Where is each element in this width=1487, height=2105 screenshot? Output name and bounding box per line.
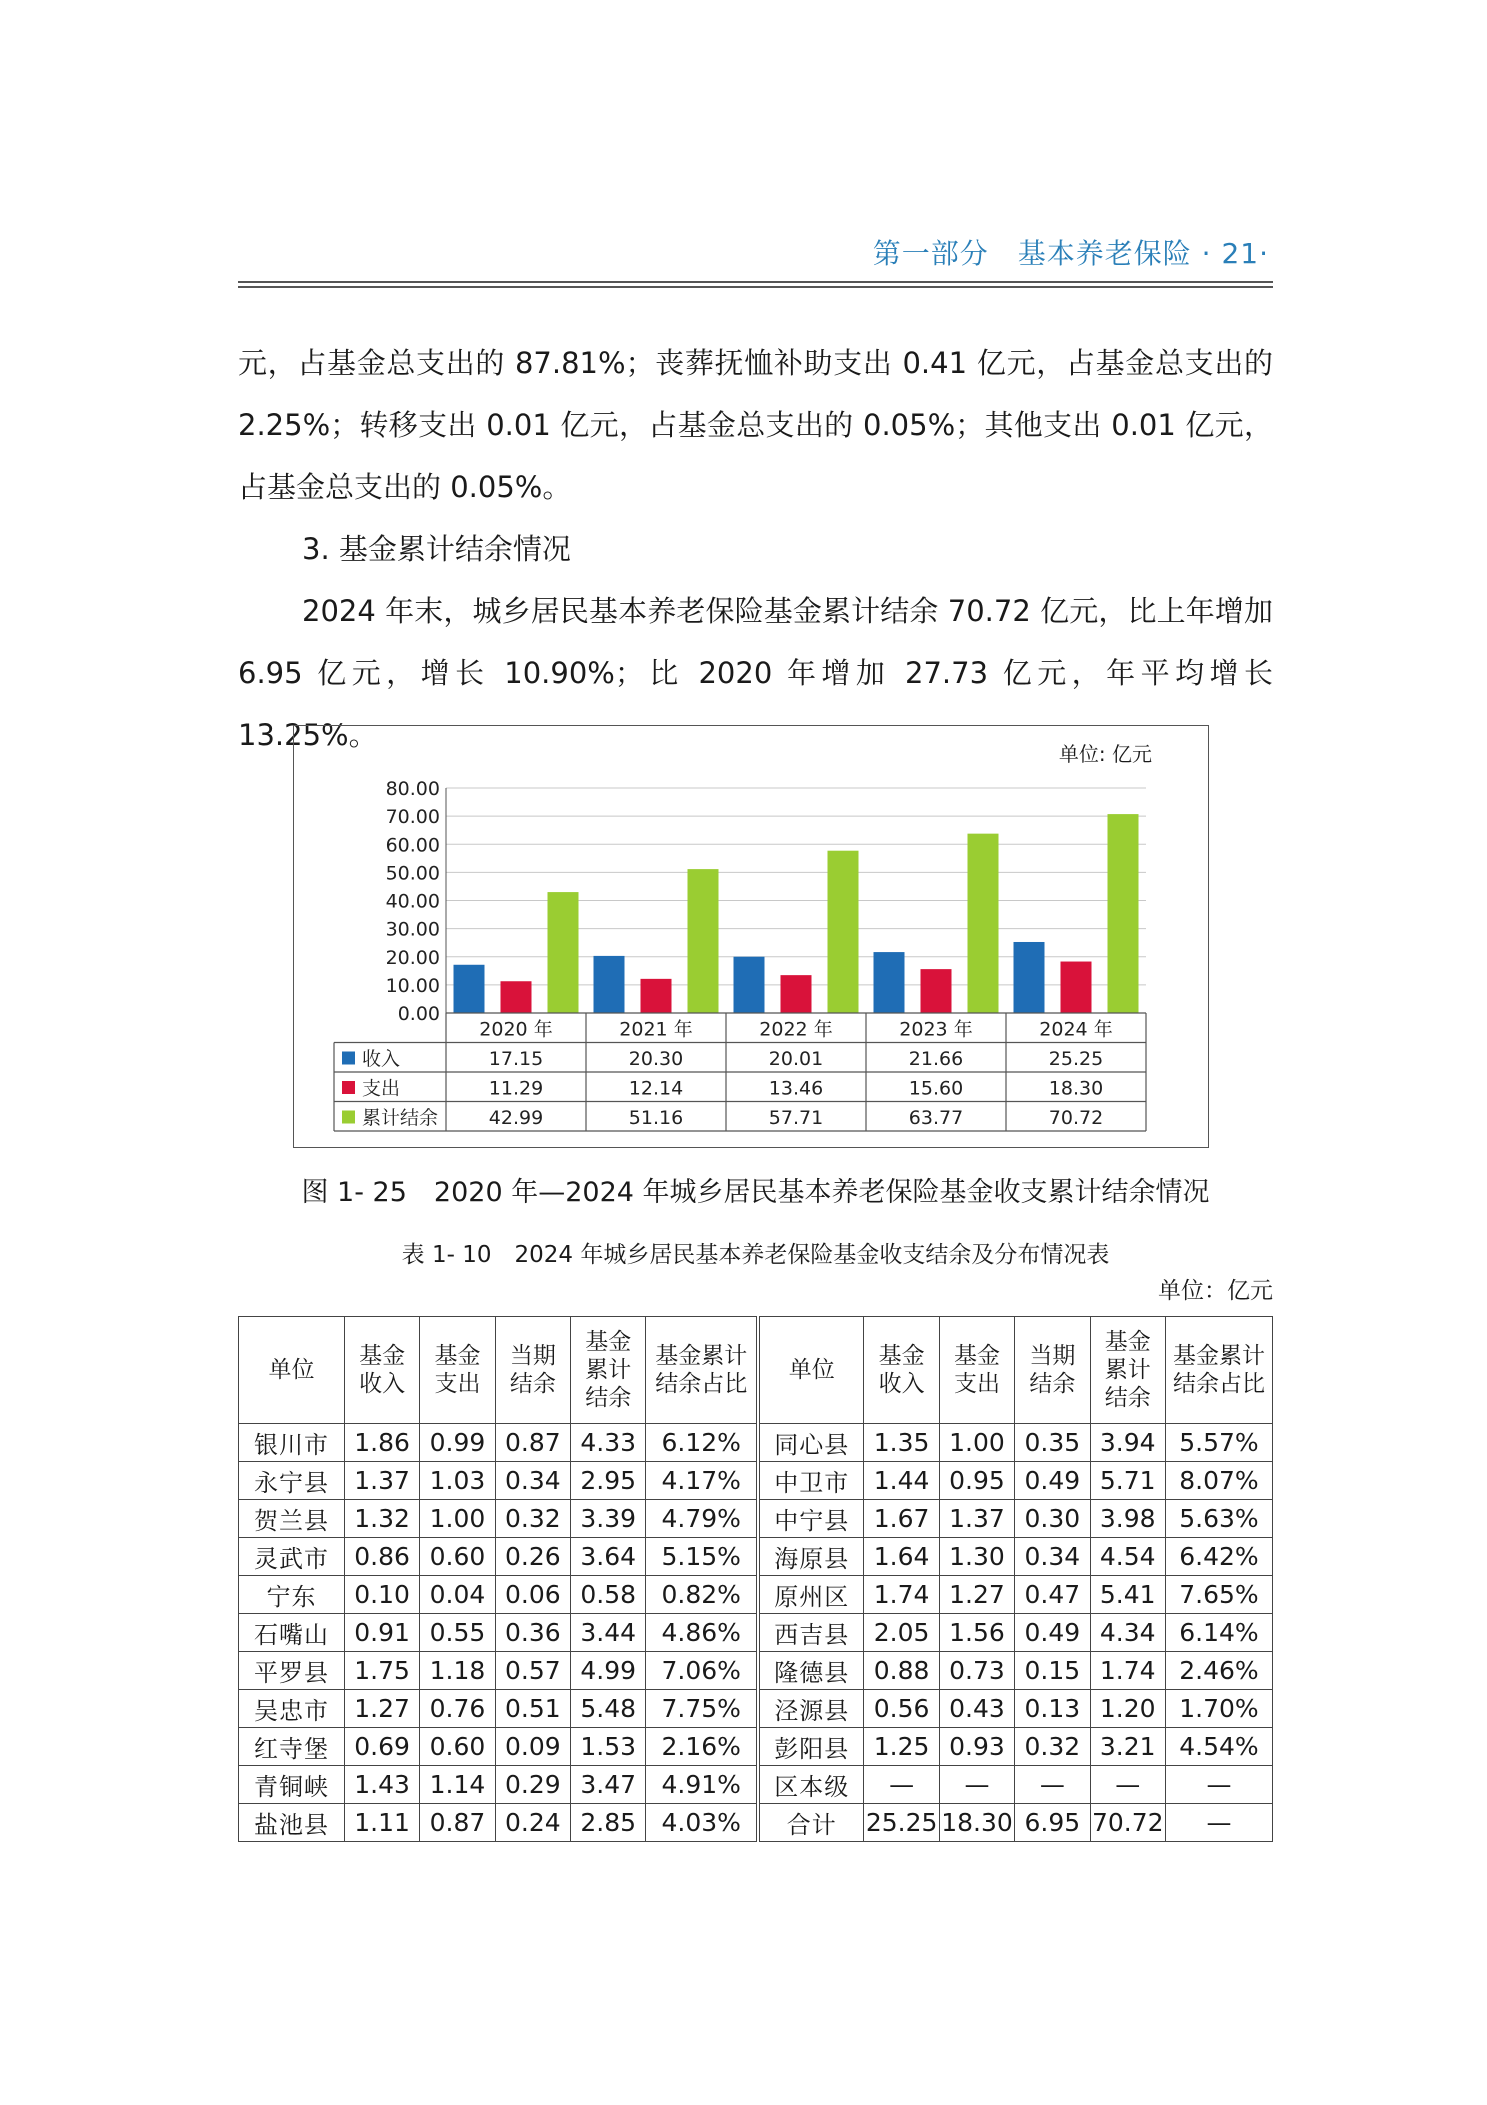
bar-支出 [641,979,672,1013]
value-cell: 3.39 [571,1500,646,1538]
value-cell: 0.34 [495,1462,570,1500]
column-header: 基金 支出 [420,1317,495,1424]
value-cell: 0.55 [420,1614,495,1652]
bar-累计结余 [688,869,719,1013]
unit-name-cell: 海原县 [758,1538,864,1576]
value-cell: 5.15% [646,1538,758,1576]
value-cell: 1.00 [420,1500,495,1538]
value-cell: 0.58 [571,1576,646,1614]
unit-name-cell: 青铜峡 [239,1766,345,1804]
column-header: 基金 收入 [864,1317,939,1424]
value-cell: 1.27 [939,1576,1014,1614]
table-row [239,1424,1273,1462]
value-cell: 1.03 [420,1462,495,1500]
value-cell: 0.86 [344,1538,419,1576]
value-cell: 0.35 [1015,1424,1090,1462]
value-cell: — [1015,1766,1090,1804]
value-cell: 0.87 [495,1424,570,1462]
value-cell: 0.82% [646,1576,758,1614]
value-cell: 3.44 [571,1614,646,1652]
value-cell: 1.37 [939,1500,1014,1538]
bar-累计结余 [548,892,579,1013]
header-rule [238,286,1273,288]
column-header: 单位 [239,1317,345,1424]
table-row [239,1766,1273,1804]
unit-name-cell: 隆德县 [758,1652,864,1690]
value-cell: 4.34 [1090,1614,1165,1652]
page-header [238,232,1273,284]
y-tick-label: 80.00 [385,778,440,800]
value-cell: 4.54% [1165,1728,1272,1766]
x-category-label: 2020 年 [479,1018,553,1041]
value-cell: 3.98 [1090,1500,1165,1538]
data-label: 18.30 [1048,1077,1104,1100]
value-cell: 0.91 [344,1614,419,1652]
section-heading: 3. 基金累计结余情况 [302,532,571,566]
unit-name-cell: 灵武市 [239,1538,345,1576]
value-cell: 0.60 [420,1538,495,1576]
value-cell: 0.49 [1015,1614,1090,1652]
value-cell: 0.09 [495,1728,570,1766]
value-cell: 25.25 [864,1804,939,1842]
value-cell: 1.86 [344,1424,419,1462]
value-cell: 1.53 [571,1728,646,1766]
value-cell: 4.79% [646,1500,758,1538]
bar-收入 [734,957,765,1013]
unit-name-cell: 平罗县 [239,1652,345,1690]
value-cell: 5.71 [1090,1462,1165,1500]
data-label: 20.01 [768,1048,824,1070]
value-cell: 0.26 [495,1538,570,1576]
y-tick-label: 60.00 [385,834,440,857]
value-cell: 3.64 [571,1538,646,1576]
value-cell: 0.13 [1015,1690,1090,1728]
value-cell: 4.86% [646,1614,758,1652]
value-cell: 0.56 [864,1690,939,1728]
column-header: 基金 收入 [344,1317,419,1424]
unit-name-cell: 中卫市 [758,1462,864,1500]
column-header: 当期 结余 [1015,1317,1090,1424]
value-cell: 1.74 [1090,1652,1165,1690]
column-header: 单位 [758,1317,864,1424]
bar-支出 [501,981,532,1013]
unit-name-cell: 同心县 [758,1424,864,1462]
value-cell: 0.43 [939,1690,1014,1728]
value-cell: 1.56 [939,1614,1014,1652]
bar-支出 [1061,962,1092,1013]
data-label: 63.77 [908,1107,964,1129]
bar-支出 [781,975,812,1013]
table-caption: 表 1- 10 2024 年城乡居民基本养老保险基金收支结余及分布情况表 [401,1242,1110,1268]
x-category-label: 2023 年 [899,1018,973,1041]
value-cell: 2.46% [1165,1652,1272,1690]
fund-distribution-table [238,1316,1273,1842]
value-cell: 7.75% [646,1690,758,1728]
unit-name-cell: 永宁县 [239,1462,345,1500]
value-cell: 6.95 [1015,1804,1090,1842]
value-cell: 0.04 [420,1576,495,1614]
table-unit: 单位：亿元 [1158,1278,1273,1304]
data-label: 20.30 [628,1048,684,1070]
value-cell: 5.41 [1090,1576,1165,1614]
y-tick-label: 0.00 [397,1003,440,1025]
value-cell: 6.42% [1165,1538,1272,1576]
value-cell: 1.11 [344,1804,419,1842]
column-header: 基金累计 结余占比 [1165,1317,1272,1424]
legend-swatch [342,1081,355,1094]
value-cell: 0.29 [495,1766,570,1804]
value-cell: 0.49 [1015,1462,1090,1500]
value-cell: 0.88 [864,1652,939,1690]
value-cell: 1.20 [1090,1690,1165,1728]
bar-累计结余 [828,851,859,1013]
column-header: 基金 累计 结余 [571,1317,646,1424]
y-tick-label: 70.00 [385,806,440,829]
data-label: 15.60 [908,1077,964,1100]
value-cell: 0.87 [420,1804,495,1842]
value-cell: 0.93 [939,1728,1014,1766]
value-cell: 4.91% [646,1766,758,1804]
unit-name-cell: 石嘴山 [239,1614,345,1652]
bar-收入 [454,965,485,1013]
unit-name-cell: 区本级 [758,1766,864,1804]
data-label: 70.72 [1048,1107,1104,1129]
x-category-label: 2022 年 [759,1018,833,1041]
bar-收入 [874,952,905,1013]
value-cell: 70.72 [1090,1804,1165,1842]
bar-收入 [1014,942,1045,1013]
y-tick-label: 50.00 [385,862,440,885]
value-cell: 2.05 [864,1614,939,1652]
unit-name-cell: 盐池县 [239,1804,345,1842]
body-paragraph: 2024 年末，城乡居民基本养老保险基金累计结余 70.72 亿元，比上年增加 6.95 亿元，增长 10.90%；比 2020 年增加 27.73 亿元，年平均增长 13.25%。 [238,594,1273,752]
value-cell: 0.73 [939,1652,1014,1690]
running-header: 第一部分 基本养老保险 · 21· [872,237,1269,270]
y-tick-label: 30.00 [385,918,440,941]
value-cell: 2.85 [571,1804,646,1842]
value-cell: 0.32 [495,1500,570,1538]
unit-name-cell: 红寺堡 [239,1728,345,1766]
value-cell: 0.95 [939,1462,1014,1500]
value-cell: — [1090,1766,1165,1804]
unit-name-cell: 合计 [758,1804,864,1842]
data-label: 13.46 [768,1077,824,1100]
value-cell: — [939,1766,1014,1804]
value-cell: 7.65% [1165,1576,1272,1614]
value-cell: — [1165,1804,1272,1842]
header-rule [238,281,1273,283]
value-cell: 1.74 [864,1576,939,1614]
value-cell: 4.54 [1090,1538,1165,1576]
value-cell: 0.60 [420,1728,495,1766]
legend-label: 收入 [362,1048,401,1070]
value-cell: 0.36 [495,1614,570,1652]
value-cell: 0.69 [344,1728,419,1766]
value-cell: 1.27 [344,1690,419,1728]
value-cell: 1.64 [864,1538,939,1576]
value-cell: 0.30 [1015,1500,1090,1538]
table-row [239,1614,1273,1652]
y-tick-label: 10.00 [385,974,440,997]
legend-label: 累计结余 [362,1107,439,1129]
value-cell: 3.94 [1090,1424,1165,1462]
legend-swatch [342,1052,355,1065]
value-cell: 5.48 [571,1690,646,1728]
value-cell: 1.44 [864,1462,939,1500]
table-row [239,1652,1273,1690]
table-row [239,1538,1273,1576]
unit-name-cell: 原州区 [758,1576,864,1614]
chart-frame [293,725,1209,1148]
value-cell: 0.10 [344,1576,419,1614]
y-tick-label: 20.00 [385,946,440,969]
value-cell: 2.16% [646,1728,758,1766]
table-header-row [239,1317,1273,1424]
column-header: 基金 支出 [939,1317,1014,1424]
value-cell: 8.07% [1165,1462,1272,1500]
value-cell: 4.03% [646,1804,758,1842]
value-cell: 0.32 [1015,1728,1090,1766]
unit-name-cell: 彭阳县 [758,1728,864,1766]
data-label: 25.25 [1048,1048,1104,1070]
value-cell: 5.57% [1165,1424,1272,1462]
bar-chart [294,726,1210,1149]
value-cell: 2.95 [571,1462,646,1500]
y-tick-label: 40.00 [385,890,440,913]
unit-name-cell: 中宁县 [758,1500,864,1538]
legend-label: 支出 [362,1077,401,1100]
value-cell: 0.51 [495,1690,570,1728]
data-label: 42.99 [488,1107,544,1129]
column-header: 当期 结余 [495,1317,570,1424]
bar-支出 [921,969,952,1013]
table-row [239,1690,1273,1728]
data-label: 21.66 [908,1048,964,1070]
value-cell: 1.18 [420,1652,495,1690]
data-label: 57.71 [768,1107,824,1129]
x-category-label: 2024 年 [1039,1018,1113,1041]
x-category-label: 2021 年 [619,1018,693,1041]
column-header: 基金累计 结余占比 [646,1317,758,1424]
unit-name-cell: 贺兰县 [239,1500,345,1538]
value-cell: 1.25 [864,1728,939,1766]
bar-累计结余 [968,834,999,1013]
table-row [239,1804,1273,1842]
value-cell: 6.14% [1165,1614,1272,1652]
data-label: 51.16 [628,1107,684,1129]
value-cell: 1.00 [939,1424,1014,1462]
table-row [239,1576,1273,1614]
value-cell: 1.70% [1165,1690,1272,1728]
value-cell: 18.30 [939,1804,1014,1842]
value-cell: 7.06% [646,1652,758,1690]
value-cell: 1.75 [344,1652,419,1690]
value-cell: — [1165,1766,1272,1804]
value-cell: 4.17% [646,1462,758,1500]
value-cell: 0.34 [1015,1538,1090,1576]
value-cell: 1.14 [420,1766,495,1804]
unit-name-cell: 吴忠市 [239,1690,345,1728]
value-cell: 1.43 [344,1766,419,1804]
legend-swatch [342,1111,355,1124]
value-cell: 6.12% [646,1424,758,1462]
value-cell: 1.32 [344,1500,419,1538]
value-cell: 0.15 [1015,1652,1090,1690]
value-cell: 1.30 [939,1538,1014,1576]
bar-收入 [594,956,625,1013]
data-label: 17.15 [488,1048,544,1070]
value-cell: 1.67 [864,1500,939,1538]
data-label: 12.14 [628,1077,684,1100]
value-cell: 1.35 [864,1424,939,1462]
value-cell: 0.76 [420,1690,495,1728]
value-cell: 0.99 [420,1424,495,1462]
value-cell: 0.24 [495,1804,570,1842]
value-cell: 0.57 [495,1652,570,1690]
value-cell: 1.37 [344,1462,419,1500]
unit-name-cell: 银川市 [239,1424,345,1462]
value-cell: — [864,1766,939,1804]
bar-累计结余 [1108,814,1139,1013]
table-row [239,1500,1273,1538]
table-row [239,1462,1273,1500]
data-label: 11.29 [488,1077,544,1100]
column-header: 基金 累计 结余 [1090,1317,1165,1424]
value-cell: 5.63% [1165,1500,1272,1538]
unit-name-cell: 泾源县 [758,1690,864,1728]
figure-caption: 图 1- 25 2020 年—2024 年城乡居民基本养老保险基金收支累计结余情况 [301,1177,1210,1208]
value-cell: 3.21 [1090,1728,1165,1766]
unit-name-cell: 西吉县 [758,1614,864,1652]
value-cell: 0.06 [495,1576,570,1614]
table-row [239,1728,1273,1766]
value-cell: 3.47 [571,1766,646,1804]
value-cell: 0.47 [1015,1576,1090,1614]
value-cell: 4.99 [571,1652,646,1690]
body-paragraph: 元，占基金总支出的 87.81%；丧葬抚恤补助支出 0.41 亿元，占基金总支出的 2.25%；转移支出 0.01 亿元，占基金总支出的 0.05%；其他支出 0.01 亿元，占基金总支出的 0.05%。 [238,346,1273,504]
unit-name-cell: 宁东 [239,1576,345,1614]
chart-unit-label: 单位: 亿元 [1058,742,1152,766]
value-cell: 4.33 [571,1424,646,1462]
